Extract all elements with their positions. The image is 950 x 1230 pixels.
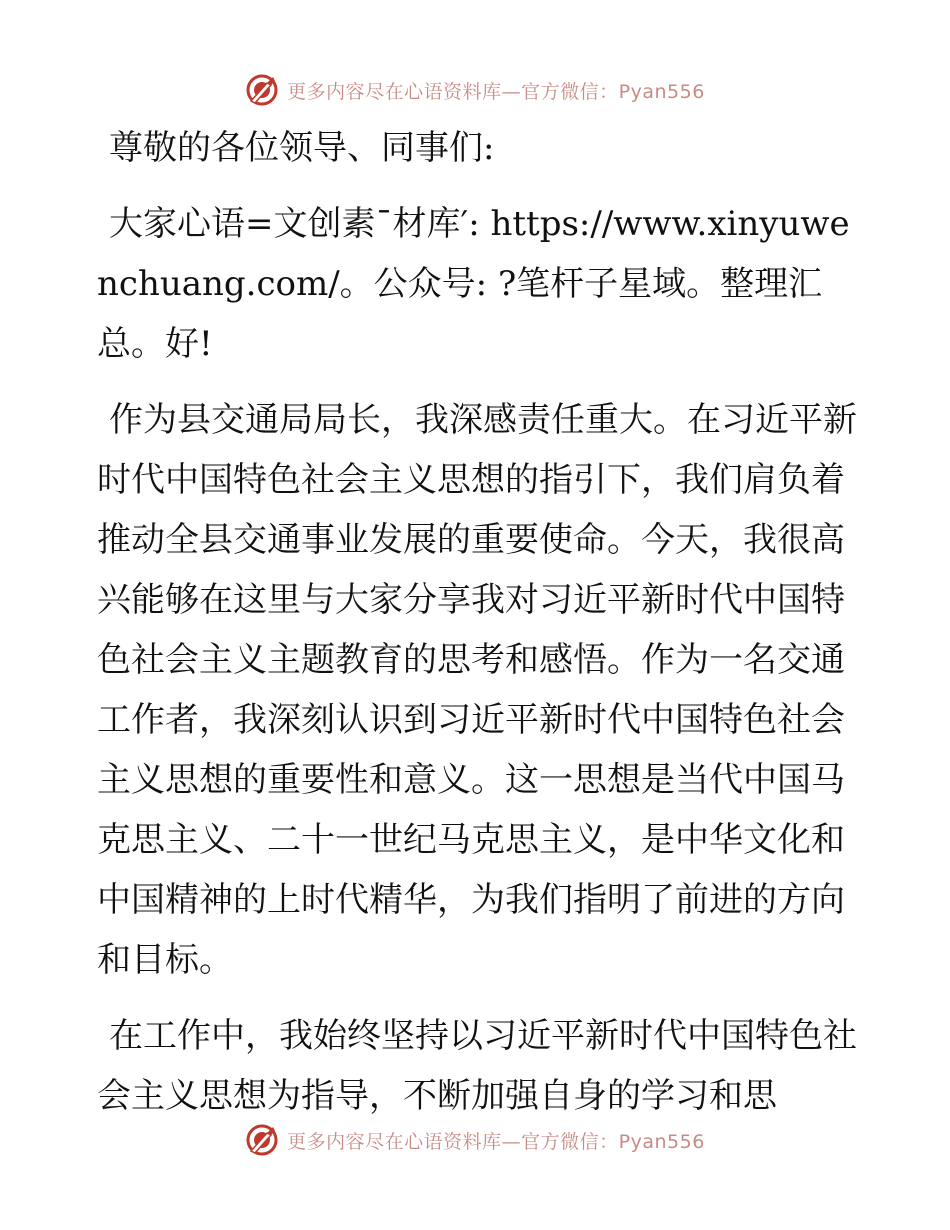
footer-banner-main: 更多内容尽在心语资料库—官方微信： xyxy=(287,1130,619,1153)
pen-seal-logo-icon xyxy=(245,73,279,107)
header-banner-main: 更多内容尽在心语资料库—官方微信： xyxy=(287,80,619,103)
paragraph-work: 在工作中，我始终坚持以习近平新时代中国特色社会主义思想为指导，不断加强自身的学习和思 xyxy=(97,1016,857,1116)
paragraph-salutation: 尊敬的各位领导、同事们: xyxy=(109,128,495,168)
header-banner-id: Pyan556 xyxy=(618,80,705,103)
document-body xyxy=(97,118,857,1142)
paragraph-intro: 作为县交通局局长，我深感责任重大。在习近平新时代中国特色社会主义思想的指引下，我们肩负着推动全县交通事业发展的重要使命。今天，我很高兴能够在这里与大家分享我对习近平新时代中国特色社会主义主题教育的思考和感悟。作为一名交通工作者，我深刻认识到习近平新时代中国特色社会主义思想的重要性和意义。这一思想是当代中国马克思主义、二十一世纪马克思主义，是中华文化和中国精神的上时代精华，为我们指明了前进的方向和目标。 xyxy=(97,400,857,980)
footer-banner-id: Pyan556 xyxy=(618,1130,705,1153)
header-banner-text xyxy=(287,77,705,104)
paragraph-source-note: 大家心语=文创素¯材库′: https://www.xinyuwenchuang.com/。公众号: ?笔杆子星域。整理汇总。好! xyxy=(97,204,850,364)
pen-seal-logo-icon xyxy=(245,1123,279,1157)
header-banner xyxy=(0,70,950,110)
footer-banner-text xyxy=(287,1127,705,1154)
footer-banner xyxy=(0,1120,950,1160)
